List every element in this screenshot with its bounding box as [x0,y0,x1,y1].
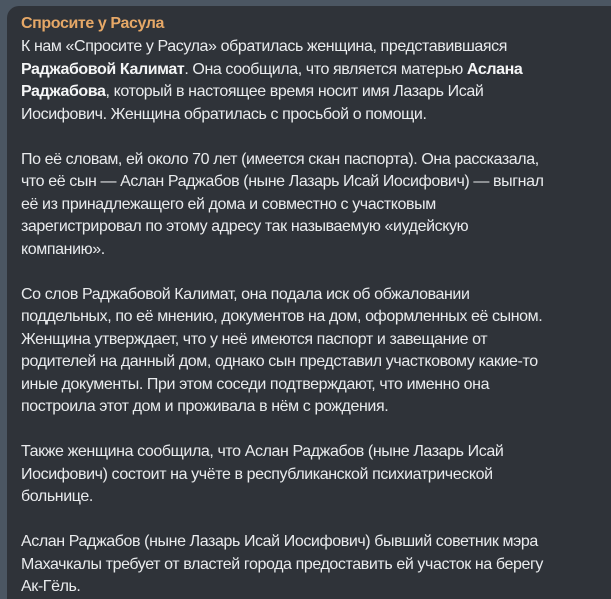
text-segment: Также женщина сообщила, что Аслан Раджабов (ныне Лазарь Исай [21,443,504,460]
text-line [21,239,607,262]
paragraph [21,284,607,419]
paragraph [21,531,607,599]
message-author[interactable]: Спросите у Расула [21,15,165,32]
text-segment: Иосифович) состоит на учёте в республиканской психиатрической [21,465,493,483]
bold-text: Раджабова [21,83,106,100]
text-line [21,396,607,419]
text-segment: Махачкалы требует от властей города предоставить ей участок на берегу [21,555,544,573]
text-line [21,329,607,352]
paragraph [21,36,607,126]
message-text [21,36,607,599]
text-segment: зарегистрировал по этому адресу так называемую «иудейскую [21,218,469,235]
text-line [21,284,607,307]
paragraph [21,149,607,262]
text-line [21,576,607,599]
paragraph-gap [21,261,607,284]
text-line [21,531,607,554]
bold-text: Раджабовой Калимат [21,60,185,78]
text-line [21,441,607,464]
text-segment: , который в настоящее время носит имя Лазарь Исай [105,83,484,100]
text-line [21,104,607,127]
text-segment: Со слов Раджабовой Калимат, она подала иск об обжаловании [21,285,470,303]
text-segment: родителей на данный дом, однако сын представил участковому какие-то [21,353,538,370]
text-line [21,554,607,577]
message-content [21,12,607,599]
text-segment: её из принадлежащего ей дома и совместно с участковым [21,195,436,213]
bold-text: Аслана [466,60,523,78]
text-line [21,306,607,329]
text-segment: . Она сообщила, что является матерью [184,60,467,78]
text-line [21,59,607,82]
text-line [21,216,607,239]
text-segment: поддельных, по её мнению, документов на дом, оформленных её сыном. [21,308,543,325]
text-line [21,81,607,104]
text-line [21,351,607,374]
text-segment: Ак-Гёль. [21,578,81,595]
text-segment: Аслан Раджабов (ныне Лазарь Исай Иосифович) бывший советник мэра [21,533,538,550]
text-segment: К нам «Спросите у Расула» обратилась женщина, представившаяся [21,38,508,55]
paragraph-gap [21,419,607,442]
paragraph-gap [21,509,607,532]
text-segment: построила этот дом и проживала в нём с рождения. [21,398,389,415]
text-line [21,486,607,509]
text-line [21,374,607,397]
text-line [21,149,607,172]
text-segment: что её сын — Аслан Раджабов (ныне Лазарь Исай Иосифович) — выгнал [21,173,544,190]
text-segment: Женщина утверждает, что у неё имеются паспорт и завещание от [21,330,488,348]
text-segment: иные документы. При этом соседи подтверждают, что именно она [21,375,490,393]
text-line [21,171,607,194]
text-segment: больнице. [21,488,93,505]
paragraph [21,441,607,509]
text-line [21,36,607,59]
paragraph-gap [21,126,607,149]
text-segment: По её словам, ей около 70 лет (имеется скан паспорта). Она рассказала, [21,150,539,168]
text-line [21,464,607,487]
text-line [21,194,607,217]
text-segment: компанию». [21,240,105,258]
text-segment: Иосифович. Женщина обратилась с просьбой о помощи. [21,105,427,123]
